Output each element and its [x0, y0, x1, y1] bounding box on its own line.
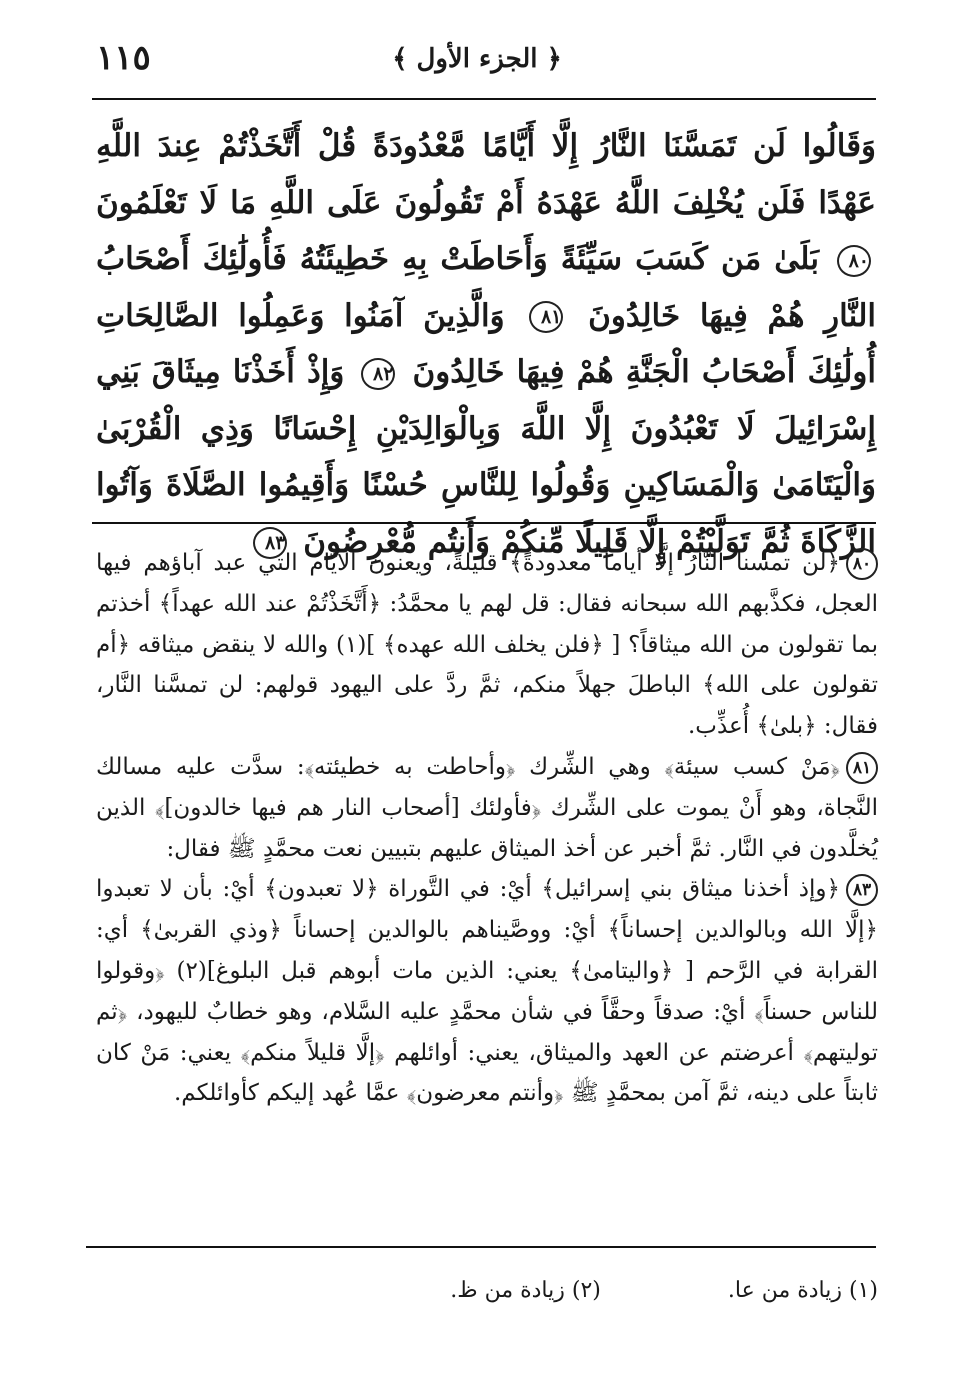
- tafsir-text-83: ﴿وإذ أخذنا ميثاق بني إسرائيل﴾ أيْ: في التَّوراة ﴿لا تعبدون﴾ أيْ: بأن لا تعبدوا ﴿إلَّا الله وبالوالدين إحساناً﴾ أيْ: ووصَّيناهم بالوالدين إحساناً ﴿وذي القربىٰ﴾ أي: القرابة في الرَّحم [ ﴿واليتامىٰ﴾ يعني: الذين مات أبوهم قبل البلوغ](٢) ﴿وقولوا للناس حسناً﴾ أيْ: صدقاً وحقَّاً في شأن محمَّدٍ عليه السَّلام، وهو خطابٌ لليهود، ﴿ثم توليتهم﴾ أعرضتم عن العهد والميثاق، يعني: أوائلهم ﴿إلَّا قليلاً منكم﴾ يعني: مَنْ كان ثابتاً على دينه، ثمَّ آمن بمحمَّدٍ ﷺ ﴿وأنتم معرضون﴾ عمَّا عُهد إليكم كأوائلكم.: [96, 876, 878, 1107]
- tafsir-paragraph-80: [96, 543, 878, 747]
- page-header-title: ﴿ الجزء الأول ﴾: [392, 44, 562, 74]
- quran-tafsir-divider: [92, 522, 876, 524]
- tafsir-block: [96, 543, 878, 1114]
- quran-text-block: [96, 118, 876, 570]
- footnote-2: (٢) زيادة من ظ.: [450, 1278, 601, 1303]
- header-divider: [92, 98, 876, 100]
- quran-verse-81: بَلَىٰ مَن كَسَبَ سَيِّئَةً وَأَحَاطَتْ بِهِ خَطِيئَتُهُ فَأُولَٰئِكَ أَصْحَابُ النَّارِ هُمْ فِيهَا خَالِدُونَ: [96, 241, 877, 334]
- footnote-1: (١) زيادة من عا.: [727, 1278, 878, 1303]
- tafsir-paragraph-83: [96, 869, 878, 1114]
- ayah-marker-82: ٨٢: [361, 358, 395, 390]
- tafsir-text-80: ﴿لن تمسنا النَّارُ إلَّا أياماً معدودةً﴾ قليلةً، ويعنون الأيَّام التي عبد آباؤهم فيها العجل، فكذَّبهم الله سبحانه فقال: قل لهم يا محمَّدُ: ﴿أَتَّخَذْتُمْ عند الله عهداً﴾ أخذتم بما تقولون من الله ميثاقاً؟ [ ﴿فلن يخلف الله عهده﴾ ](١) والله لا ينقض ميثاقه ﴿أم تقولون على الله﴾ الباطلَ جهلاً منكم، ثمَّ ردَّ على اليهود قولهم: لن تمسَّنا النَّار، فقال: ﴿بلىٰ﴾ أُعذِّب.: [96, 550, 879, 740]
- tafsir-marker-83: ٨٣: [846, 874, 878, 906]
- tafsir-text-81: ﴿مَنْ كسب سيئة﴾ وهي الشِّرك ﴿وأحاطت به خطيئته﴾: سدَّت عليه مسالك النَّجاة، وهو أَنْ يموت على الشِّرك ﴿فأولئك [أصحاب النار هم فيها خالدون]﴾ الذين يُخلَّدون في النَّار. ثمَّ أخبر عن أخذ الميثاق عليهم بتبيين نعت محمَّدٍ ﷺ فقال:: [96, 753, 878, 862]
- tafsir-paragraph-81: [96, 747, 878, 869]
- ayah-marker-81: ٨١: [529, 301, 563, 333]
- tafsir-marker-80: ٨٠: [846, 548, 878, 580]
- ayah-marker-80: ٨٠: [837, 245, 871, 277]
- ayah-marker-83: ٨٣: [253, 527, 287, 559]
- tafsir-marker-81: ٨١: [846, 752, 878, 784]
- quran-verse-82: وَالَّذِينَ آمَنُوا وَعَمِلُوا الصَّالِحَاتِ أُولَٰئِكَ أَصْحَابُ الْجَنَّةِ هُمْ فِيهَا خَالِدُونَ: [96, 297, 876, 390]
- footnotes: [96, 1278, 878, 1303]
- quran-verse-80: وَقَالُوا لَن تَمَسَّنَا النَّارُ إِلَّا أَيَّامًا مَّعْدُودَةً قُلْ أَتَّخَذْتُمْ عِندَ اللَّهِ عَهْدًا فَلَن يُخْلِفَ اللَّهُ عَهْدَهُ أَمْ تَقُولُونَ عَلَى اللَّهِ مَا لَا تَعْلَمُونَ: [96, 128, 876, 221]
- page-number: ١١٥: [96, 38, 151, 78]
- quran-verse-83: وَإِذْ أَخَذْنَا مِيثَاقَ بَنِي إِسْرَائِيلَ لَا تَعْبُدُونَ إِلَّا اللَّهَ وَبِالْوَالِدَيْنِ إِحْسَانًا وَذِي الْقُرْبَىٰ وَالْيَتَامَىٰ وَالْمَسَاكِينِ وَقُولُوا لِلنَّاسِ حُسْنًا وَأَقِيمُوا الصَّلَاةَ وَآتُوا الزَّكَاةَ ثُمَّ تَوَلَّيْتُمْ إِلَّا قَلِيلًا مِّنكُمْ وَأَنتُم مُّعْرِضُونَ: [96, 354, 876, 560]
- footnote-divider: [86, 1246, 876, 1248]
